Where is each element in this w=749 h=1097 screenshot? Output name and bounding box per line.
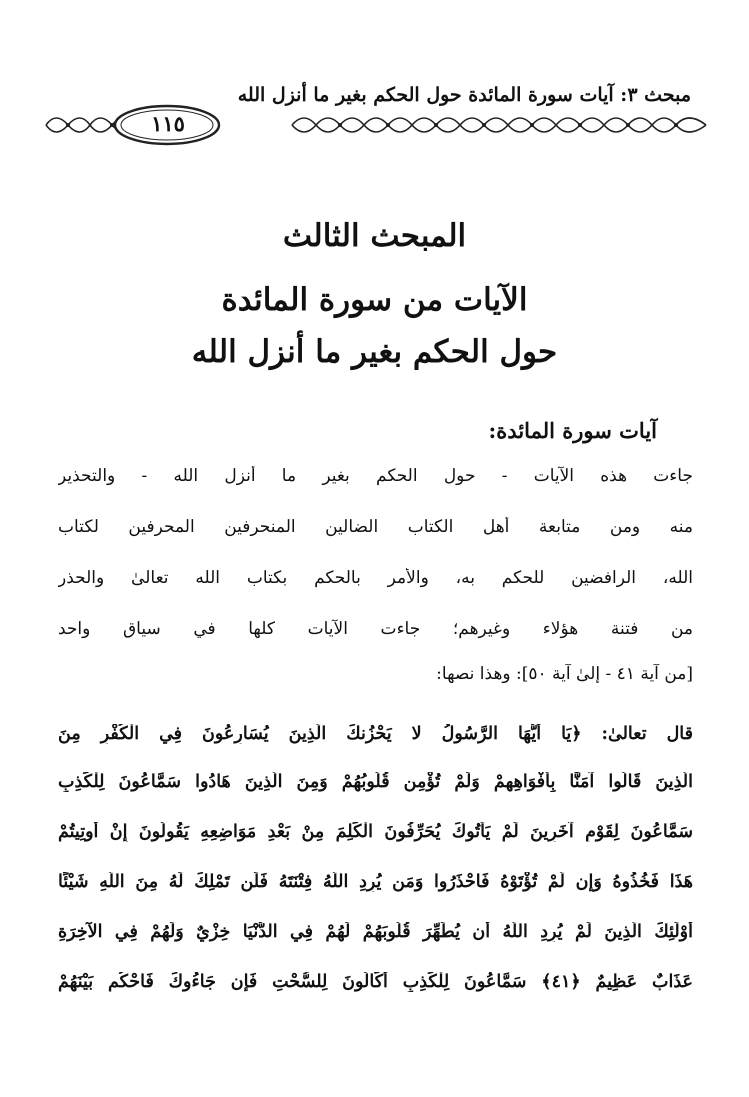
quran-line: قال تعالىٰ: ﴿يَا أَيُّهَا الرَّسُولُ لا يَحْزُنكَ الَّذِينَ يُسَارِعُونَ فِي الْكُفْرِ مِنَ <box>58 724 693 744</box>
subheading: آيات سورة المائدة: <box>488 418 657 443</box>
quran-line: هَذَا فَخُذُوهُ وَإِن لَّمْ تُؤْتَوْهُ فَاحْذَرُوا وَمَن يُرِدِ اللَّهُ فِتْنَتَهُ فَلَن تَمْلِكَ لَهُ مِنَ اللَّهِ شَيْئًا <box>58 872 693 892</box>
page-number: ١١٥ <box>151 111 185 136</box>
section-label: المبحث الثالث <box>282 218 467 254</box>
quran-line: الَّذِينَ قَالُوا آمَنَّا بِأَفْوَاهِهِمْ وَلَمْ تُؤْمِن قُلُوبُهُمْ وَمِنَ الَّذِينَ هَادُوا سَمَّاعُونَ لِلْكَذِبِ <box>58 772 693 792</box>
body-line: من فتنة هؤلاء وغيرهم؛ جاءت الآيات كلها في سياق واحد <box>58 619 693 639</box>
quran-line: عَذَابٌ عَظِيمٌ ﴿٤١﴾ سَمَّاعُونَ لِلْكَذِبِ أَكَّالُونَ لِلسُّحْتِ فَإِن جَاءُوكَ فَاحْكُم بَيْنَهُمْ <box>58 972 693 992</box>
running-header: مبحث ٣: آيات سورة المائدة حول الحكم بغير ما أنزل الله <box>237 84 691 106</box>
body-line: الله، الرافضين للحكم به، والأمر بالحكم بكتاب الله تعالىٰ والحذر <box>58 568 693 588</box>
quran-line: سَمَّاعُونَ لِقَوْمٍ آخَرِينَ لَمْ يَأْتُوكَ يُحَرِّفُونَ الْكَلِمَ مِنْ بَعْدِ مَوَاضِعِهِ يَقُولُونَ إِنْ أُوتِيتُمْ <box>58 822 693 842</box>
section-title-line: حول الحكم بغير ما أنزل الله <box>191 334 558 370</box>
section-title-line: الآيات من سورة المائدة <box>221 282 528 318</box>
quran-line: أُوْلَئِكَ الَّذِينَ لَمْ يُرِدِ اللَّهُ أَن يُطَهِّرَ قُلُوبَهُمْ لَهُمْ فِي الدُّنْيَا خِزْيٌ وَلَهُمْ فِي الآخِرَةِ <box>58 922 693 942</box>
body-line: [من آية ٤١ - إلىٰ آية ٥٠]: وهذا نصها: <box>436 664 693 684</box>
body-line: منه ومن متابعة أهل الكتاب الضالين المنحرفين المحرفين لكتاب <box>58 517 693 537</box>
section-title <box>0 274 749 378</box>
body-line: جاءت هذه الآيات - حول الحكم بغير ما أنزل الله - والتحذير <box>58 466 693 486</box>
